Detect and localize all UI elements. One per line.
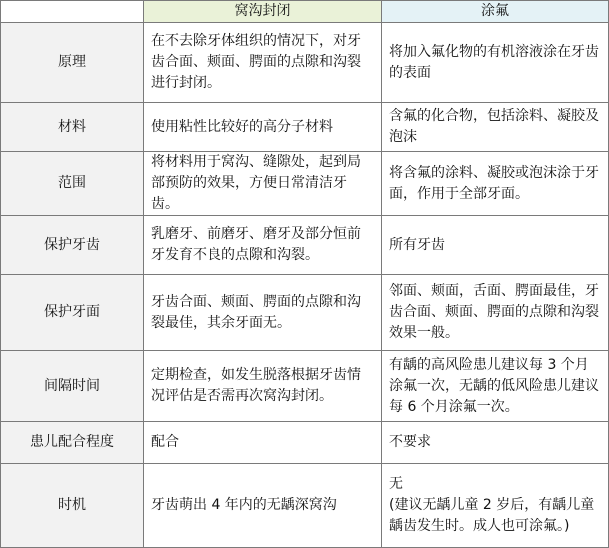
table-row <box>1 275 609 351</box>
table-row <box>1 216 609 275</box>
table-row <box>1 23 609 103</box>
table-row <box>1 351 609 422</box>
row-label-interval: 间隔时间 <box>1 351 144 422</box>
row-label-protected-teeth: 保护牙齿 <box>1 216 144 275</box>
header-fluoride: 涂氟 <box>382 1 609 23</box>
cell-sealing-principle: 在不去除牙体组织的情况下，对牙齿合面、颊面、腭面的点隙和沟裂进行封闭。 <box>144 23 382 103</box>
cell-fluoride-interval: 有龋的高风险患儿建议每 3 个月涂氟一次，无龋的低风险患儿建议每 6 个月涂氟一次。 <box>382 351 609 422</box>
row-label-principle: 原理 <box>1 23 144 103</box>
cell-fluoride-timing: 无 (建议无龋儿童 2 岁后，有龋儿童龋齿发生时。成人也可涂氟。) <box>382 464 609 548</box>
cell-fluoride-cooperation: 不要求 <box>382 422 609 464</box>
header-blank-cell <box>1 1 144 23</box>
row-label-scope: 范围 <box>1 152 144 216</box>
cell-sealing-cooperation: 配合 <box>144 422 382 464</box>
cell-fluoride-protected-teeth: 所有牙齿 <box>382 216 609 275</box>
cell-sealing-timing: 牙齿萌出 4 年内的无龋深窝沟 <box>144 464 382 548</box>
cell-sealing-protected-surfaces: 牙齿合面、颊面、腭面的点隙和沟裂最佳，其余牙面无。 <box>144 275 382 351</box>
row-label-cooperation: 患儿配合程度 <box>1 422 144 464</box>
table-row <box>1 152 609 216</box>
cell-sealing-material: 使用粘性比较好的高分子材料 <box>144 103 382 152</box>
table-row <box>1 103 609 152</box>
row-label-timing: 时机 <box>1 464 144 548</box>
cell-sealing-protected-teeth: 乳磨牙、前磨牙、磨牙及部分恒前牙发育不良的点隙和沟裂。 <box>144 216 382 275</box>
cell-fluoride-material: 含氟的化合物，包括涂料、凝胶及泡沫 <box>382 103 609 152</box>
cell-fluoride-scope: 将含氟的涂料、凝胶或泡沫涂于牙面，作用于全部牙面。 <box>382 152 609 216</box>
cell-sealing-scope: 将材料用于窝沟、缝隙处，起到局部预防的效果，方便日常清洁牙齿。 <box>144 152 382 216</box>
header-fissure-sealing: 窝沟封闭 <box>144 1 382 23</box>
cell-sealing-interval: 定期检查，如发生脱落根据牙齿情况评估是否需再次窝沟封闭。 <box>144 351 382 422</box>
header-row <box>1 1 609 23</box>
table-row <box>1 422 609 464</box>
cell-fluoride-protected-surfaces: 邻面、颊面，舌面、腭面最佳，牙齿合面、颊面、腭面的点隙和沟裂效果一般。 <box>382 275 609 351</box>
cell-fluoride-principle: 将加入氟化物的有机溶液涂在牙齿的表面 <box>382 23 609 103</box>
row-label-protected-surfaces: 保护牙面 <box>1 275 144 351</box>
row-label-material: 材料 <box>1 103 144 152</box>
table-row <box>1 464 609 548</box>
